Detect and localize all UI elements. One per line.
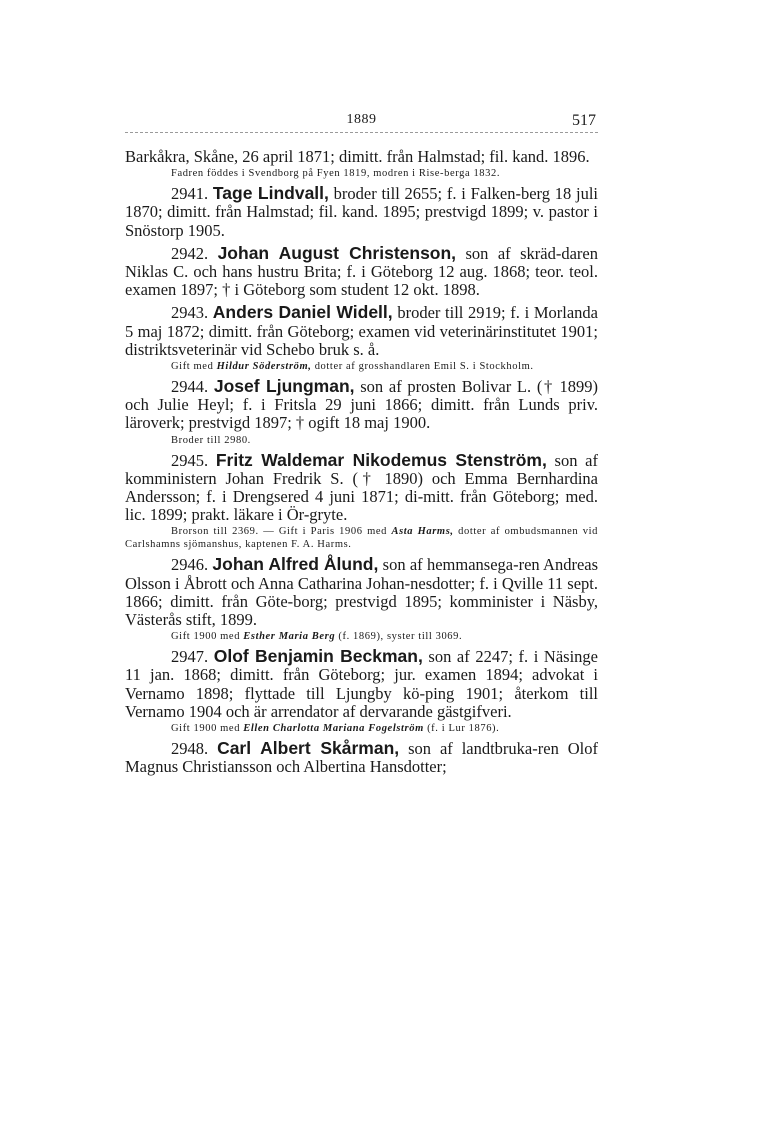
entry-number: 2945. — [171, 450, 209, 470]
entry-note — [125, 722, 598, 735]
entry-paragraph — [125, 244, 598, 300]
entry-number: 2944. — [171, 377, 209, 397]
entry-note — [125, 434, 598, 447]
entry-note-text: Gift 1900 med — [171, 723, 244, 735]
entry-paragraph — [125, 184, 598, 240]
entry-note-text: Brorson till 2369. — Gift i Paris 1906 med — [171, 526, 392, 538]
page-header — [125, 112, 598, 133]
entry-paragraph — [125, 303, 598, 359]
intro-text: Barkåkra, Skåne, 26 april 1871; dimitt. från Halmstad; fil. kand. 1896. — [125, 147, 590, 166]
entry-number: 2941. — [171, 184, 209, 204]
entry-paragraph — [125, 739, 598, 776]
entry-number: 2943. — [171, 303, 209, 323]
entry-number: 2942. — [171, 243, 209, 263]
entry-name: Josef Ljungman, — [213, 376, 355, 397]
entry-note-text: dotter af ombudsmannen vid Carlshamns sjömanshus, kaptenen F. A. Harms. — [125, 526, 598, 551]
entry-paragraph — [125, 647, 598, 721]
entry-number: 2946. — [171, 555, 209, 575]
page-number: 517 — [572, 112, 596, 129]
entry-name: Tage Lindvall, — [212, 183, 329, 204]
book-page — [125, 112, 598, 776]
entry-note-text: Gift med — [171, 361, 217, 373]
entry-paragraph — [125, 377, 598, 433]
entry-text: broder till 2919; f. i Morlanda 5 maj 1872; dimitt. från Göteborg; examen vid veterinärinstitutet 1901; distriktsveterinär vid Schebo bruk s. å. — [125, 303, 598, 359]
entry-text: broder till 2655; f. i Falken-berg 18 juli 1870; dimitt. från Halmstad; fil. kand. 1895; prestvigd 1899; v. pastor i Snöstorp 1905. — [125, 184, 598, 240]
entry-note-spouse: Ellen Charlotta Mariana Fogelström — [243, 723, 424, 735]
entry-note — [125, 630, 598, 643]
entry-name: Fritz Waldemar Nikodemus Stenström, — [215, 449, 547, 470]
entry-paragraph — [125, 555, 598, 629]
entry-note-spouse: Hildur Söderström, — [216, 361, 312, 373]
entry-name: Olof Benjamin Beckman, — [213, 646, 423, 667]
running-year: 1889 — [346, 112, 377, 127]
entry-text: son af skräd-daren Niklas C. och hans hustru Brita; f. i Göteborg 12 aug. 1868; teor. teol. examen 1897; † i Göteborg som student 12 okt. 1898. — [125, 243, 598, 300]
entry-name: Carl Albert Skårman, — [217, 738, 400, 759]
entry-note-text: (f. i Lur 1876). — [423, 723, 500, 735]
entry-note-text: Gift 1900 med — [171, 631, 244, 643]
entry-name: Anders Daniel Widell, — [212, 302, 393, 323]
entry-text: son af 2247; f. i Näsinge 11 jan. 1868; dimitt. från Göteborg; jur. examen 1894; advokat i Vernamo 1898; flyttade till Ljungby kö-ping 1901; återkom till Vernamo 1904 och är arrendator af dervarande gästgifveri. — [125, 647, 598, 721]
entry-note — [125, 360, 598, 373]
entry-name: Johan Alfred Ålund, — [212, 554, 379, 575]
entry-paragraph — [125, 451, 598, 525]
entry-text: son af hemmansega-ren Andreas Olsson i Åbrott och Anna Catharina Johan-nesdotter; f. i Qville 11 sept. 1866; dimitt. från Göte-borg; prestvigd 1895; komminister i Näsby, Västerås stift, 1899. — [125, 555, 599, 630]
entry-note-spouse: Asta Harms, — [391, 526, 454, 538]
entry-note-text: Broder till 2980. — [171, 434, 251, 446]
entry-number: 2948. — [171, 739, 209, 759]
entry-text: son af prosten Bolivar L. († 1899) och Julie Heyl; f. i Fritsla 29 juni 1866; dimitt. från Lunds priv. läroverk; prestvigd 1897; † ogift 18 maj 1900. — [125, 377, 599, 433]
entry-number: 2947. — [171, 647, 209, 667]
entry-text: son af landtbruka-ren Olof Magnus Christiansson och Albertina Hansdotter; — [125, 739, 598, 777]
entry-list — [125, 184, 598, 776]
entry-note — [125, 525, 598, 551]
entry-note-text: dotter af grosshandlaren Emil S. i Stockholm. — [311, 361, 534, 373]
entry-note-text: (f. 1869), syster till 3069. — [335, 631, 463, 643]
intro-block — [125, 148, 598, 180]
intro-note: Fadren föddes i Svendborg på Fyen 1819, modren i Rise-berga 1832. — [171, 168, 501, 180]
entry-name: Johan August Christenson, — [217, 242, 457, 263]
entry-text: son af komministern Johan Fredrik S. († 1890) och Emma Bernhardina Andersson; f. i Drengsered 4 juni 1871; di-mitt. från Göteborg; med. lic. 1899; prakt. läkare i Ör-gryte. — [125, 450, 598, 525]
entry-note-spouse: Esther Maria Berg — [243, 631, 336, 643]
